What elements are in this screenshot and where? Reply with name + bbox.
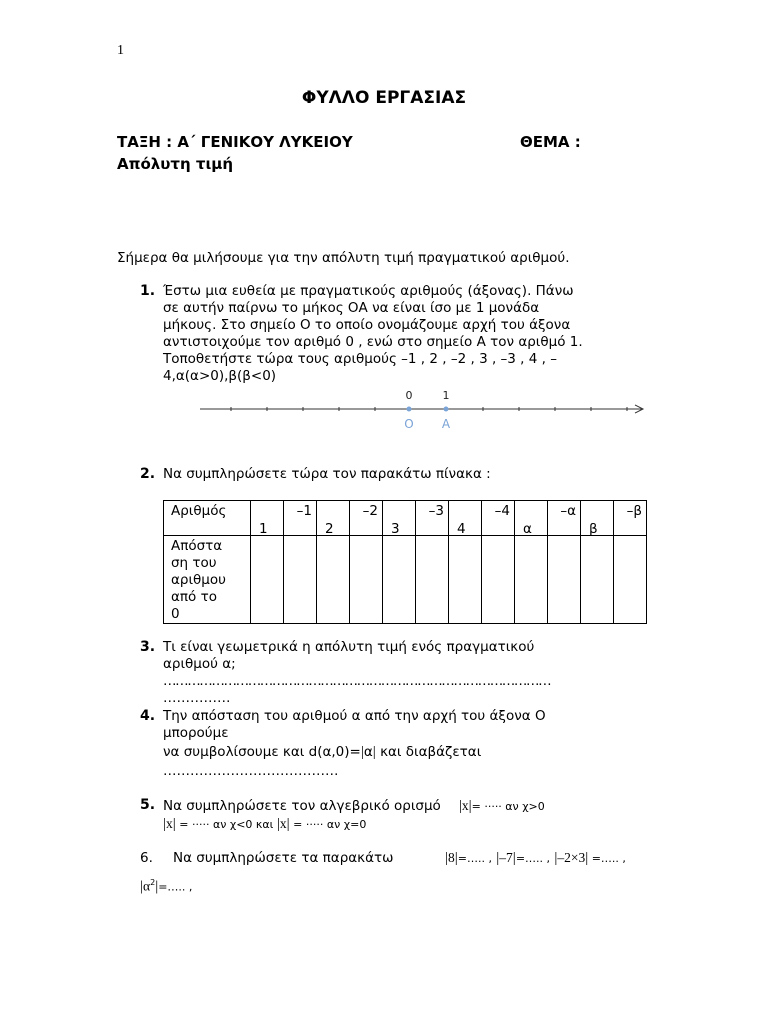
q5-line: Να συμπληρώσετε τον αλγεβρικό ορισμό |x|= ····· αν χ>0 (163, 798, 545, 814)
q1-line: Έστω μια ευθεία με πραγματικούς αριθμούς (άξονας). Πάνω (163, 283, 574, 299)
answer-cell[interactable] (416, 536, 449, 624)
answer-cell[interactable] (548, 536, 581, 624)
q4-line: μπορούμε (163, 725, 229, 741)
q5-line: |x| = ····· αν χ<0 και |x| = ····· αν χ=0 (163, 816, 367, 832)
topic-label: ΘΕΜΑ : (520, 133, 581, 151)
q3-answer-dots: …………………………………………………………………………………… (163, 673, 551, 689)
q4-line: Την απόσταση του αριθμού α από την αρχή του άξονα Ο (163, 708, 546, 724)
point-a-label: Α (441, 417, 451, 431)
answer-cell[interactable] (581, 536, 614, 624)
abs-bar-left: | (360, 744, 364, 760)
q6-items: |8|=….. , |–7|=….. , |–2×3| =….. , (445, 850, 626, 866)
table-header-cell: –4 (482, 501, 515, 536)
table-header-cell: –1 (284, 501, 317, 536)
row-label-number: Αριθμός (164, 501, 251, 536)
table-header-cell: –2 (350, 501, 383, 536)
page-title: ΦΥΛΛΟ ΕΡΓΑΣΙΑΣ (301, 88, 467, 108)
class-label: ΤΑΞΗ : Α΄ ΓΕΝΙΚΟΥ ΛΥΚΕΙΟΥ (117, 133, 353, 151)
point-o-label: Ο (404, 417, 414, 431)
q1-text (163, 283, 583, 385)
q4-number: 4. (140, 708, 156, 724)
table-row-numbers (164, 501, 647, 536)
answer-cell[interactable] (284, 536, 317, 624)
q1-line: Τοποθετήστε τώρα τους αριθμούς –1 , 2 , –2 , 3 , –3 , 4 , – (163, 351, 557, 367)
point-a-marker (444, 407, 449, 412)
page-number: 1 (117, 43, 124, 58)
table-header-cell: 2 (317, 501, 350, 536)
abs-bar-right: | (372, 744, 376, 760)
table-header-cell: α (515, 501, 548, 536)
distance-table (163, 500, 647, 624)
q5-number: 5. (140, 797, 156, 813)
q3-text (163, 639, 550, 707)
row-label-distance: Απόστα ση του αριθμου από το 0 (164, 536, 251, 624)
q4-line: να συμβολίσουμε και d(α,0)=|α| και διαβάζεται (163, 744, 482, 760)
answer-cell[interactable] (614, 536, 647, 624)
q2-number: 2. (140, 466, 156, 482)
answer-cell[interactable] (383, 536, 416, 624)
answer-cell[interactable] (449, 536, 482, 624)
q1-number: 1. (140, 283, 156, 299)
q1-line: αντιστοιχούμε τον αριθμό 0 , ενώ στο σημείο Α τον αριθμό 1. (163, 334, 583, 350)
q6-item-alpha-squared: $|\alpha^2|=\dots$.. , (140, 878, 193, 895)
table-row-distances (164, 536, 647, 624)
q3-number: 3. (140, 639, 156, 655)
table-header-cell: 4 (449, 501, 482, 536)
answer-cell[interactable] (317, 536, 350, 624)
number-line-axis (195, 385, 655, 435)
table-header-cell: –β (614, 501, 647, 536)
table-header-cell: –α (548, 501, 581, 536)
q1-line: σε αυτήν παίρνω το μήκος ΟΑ να είναι ίσο με 1 μονάδα (163, 300, 540, 316)
q5-text (163, 797, 545, 833)
q4-text (163, 708, 546, 780)
intro-text: Σήμερα θα μιλήσουμε για την απόλυτη τιμή πραγματικού αριθμού. (117, 250, 570, 266)
q1-line: 4,α(α>0),β(β<0) (163, 368, 277, 384)
q6-number: 6. (140, 850, 153, 866)
answer-cell[interactable] (482, 536, 515, 624)
answer-cell[interactable] (350, 536, 383, 624)
tick-label-0: 0 (405, 389, 413, 402)
q2-text: Να συμπληρώσετε τώρα τον παρακάτω πίνακα : (163, 466, 491, 482)
table-header-cell: 3 (383, 501, 416, 536)
q3-answer-dots: …………… (163, 690, 231, 706)
q6-text: Να συμπληρώσετε τα παρακάτω (173, 850, 394, 866)
tick-label-1: 1 (442, 389, 450, 402)
table-header-cell: 1 (251, 501, 284, 536)
topic-value: Απόλυτη τιμή (117, 155, 234, 173)
table-header-cell: β (581, 501, 614, 536)
q1-line: μήκους. Στο σημείο Ο το οποίο ονομάζουμε αρχή του άξονα (163, 317, 571, 333)
abs-alpha: α (363, 744, 373, 760)
point-o-marker (407, 407, 412, 412)
answer-cell[interactable] (251, 536, 284, 624)
table-header-cell: –3 (416, 501, 449, 536)
q3-line: αριθμού α; (163, 656, 236, 672)
q3-line: Τι είναι γεωμετρικά η απόλυτη τιμή ενός πραγματικού (163, 639, 535, 655)
answer-cell[interactable] (515, 536, 548, 624)
q4-answer-dots: ………………………………… (163, 763, 339, 779)
